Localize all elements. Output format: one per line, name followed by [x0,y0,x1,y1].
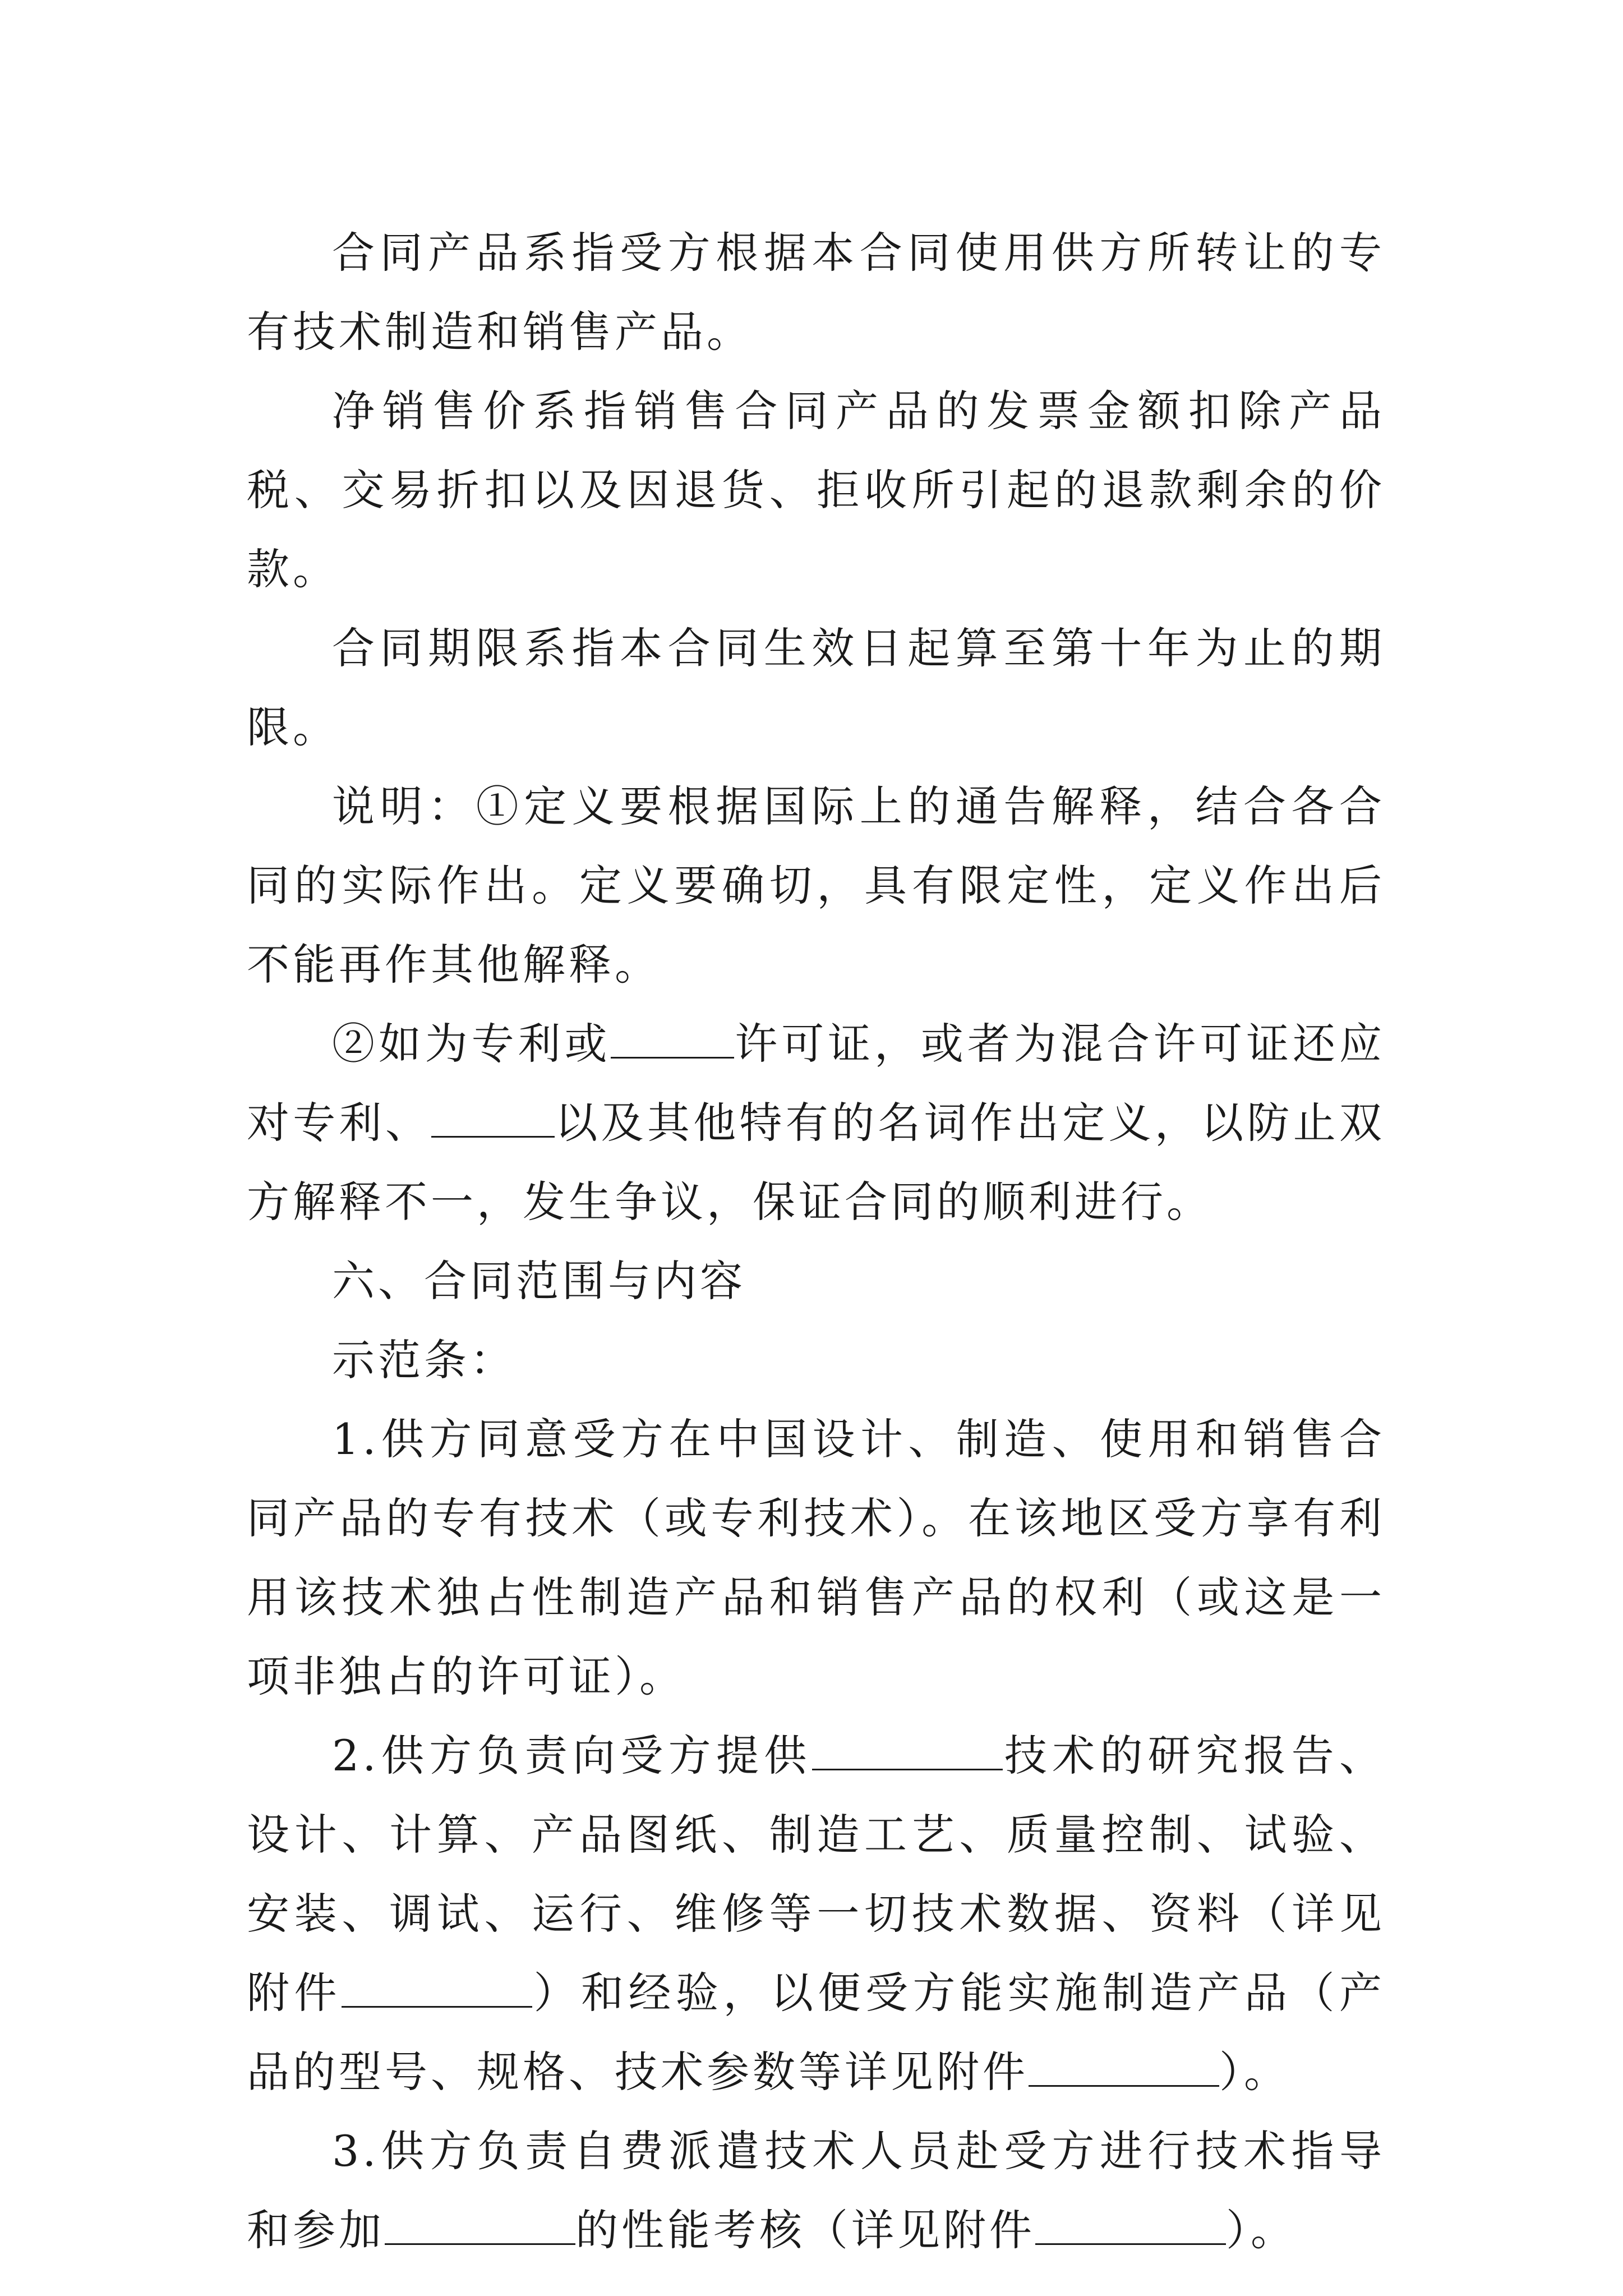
fill-blank [1029,2050,1219,2087]
text-segment: 技术的研究报告、设计、计算、产品图纸、制造工艺、质量控制、试验、安装、调试、运行、维修等一切技术数据、资料（详见附件 [247,1731,1385,2018]
definition-net-sales-price: 净销售价系指销售合同产品的发票金额扣除产品税、交易折扣以及因退货、拒收所引起的退款剩余的价款。 [247,386,1385,594]
text-segment: ）。 [1226,2205,1297,2255]
text-segment: ）和经验，以便受方能实施制造产品（产品的型号、规格、技术参数等详见附件 [247,1968,1385,2097]
text-segment: ②如为专利或 [332,1019,611,1069]
note-definitions: 说明：①定义要根据国际上的通告解释，结合各合同的实际作出。定义要确切，具有限定性，定义作出后不能再作其他解释。 [247,781,1385,990]
clause-2 [247,1716,1385,2111]
text-segment: 以及其他特有的名词作出定义，以防止双方解释不一，发生争议，保证合同的顺利进行。 [247,1098,1386,1227]
fill-blank [611,1022,734,1059]
fill-blank [812,1734,1003,1770]
text-segment: 3.供方负责自费派遣技术人员赴受方进行技术指导和参加 [247,2126,1385,2255]
definition-contract-term: 合同期限系指本合同生效日起算至第十年为止的期限。 [247,623,1385,752]
fill-blank [431,1101,555,1138]
text-segment: ）。 [1219,2047,1290,2097]
text-segment: 的性能考核（详见附件 [575,2205,1035,2255]
fill-blank [342,1971,532,2008]
clause-3 [247,2111,1385,2270]
document-body [247,213,1385,2270]
text-segment: 许可证，或者为混合许可证还应对专利、 [247,1019,1386,1148]
sample-clause-label: 示范条： [332,1335,516,1385]
text-segment: 2.供方负责向受方提供 [332,1731,812,1780]
fill-blank [385,2208,575,2245]
definition-contract-product: 合同产品系指受方根据本合同使用供方所转让的专有技术制造和销售产品。 [247,228,1385,357]
note-patent-license [247,1004,1385,1241]
clause-1: 1.供方同意受方在中国设计、制造、使用和销售合同产品的专有技术（或专利技术）。在该地区受方享有利用该技术独占性制造产品和销售产品的权利（或这是一项非独占的许可证）。 [247,1414,1385,1701]
fill-blank [1035,2208,1226,2245]
section-heading: 六、合同范围与内容 [332,1256,746,1306]
